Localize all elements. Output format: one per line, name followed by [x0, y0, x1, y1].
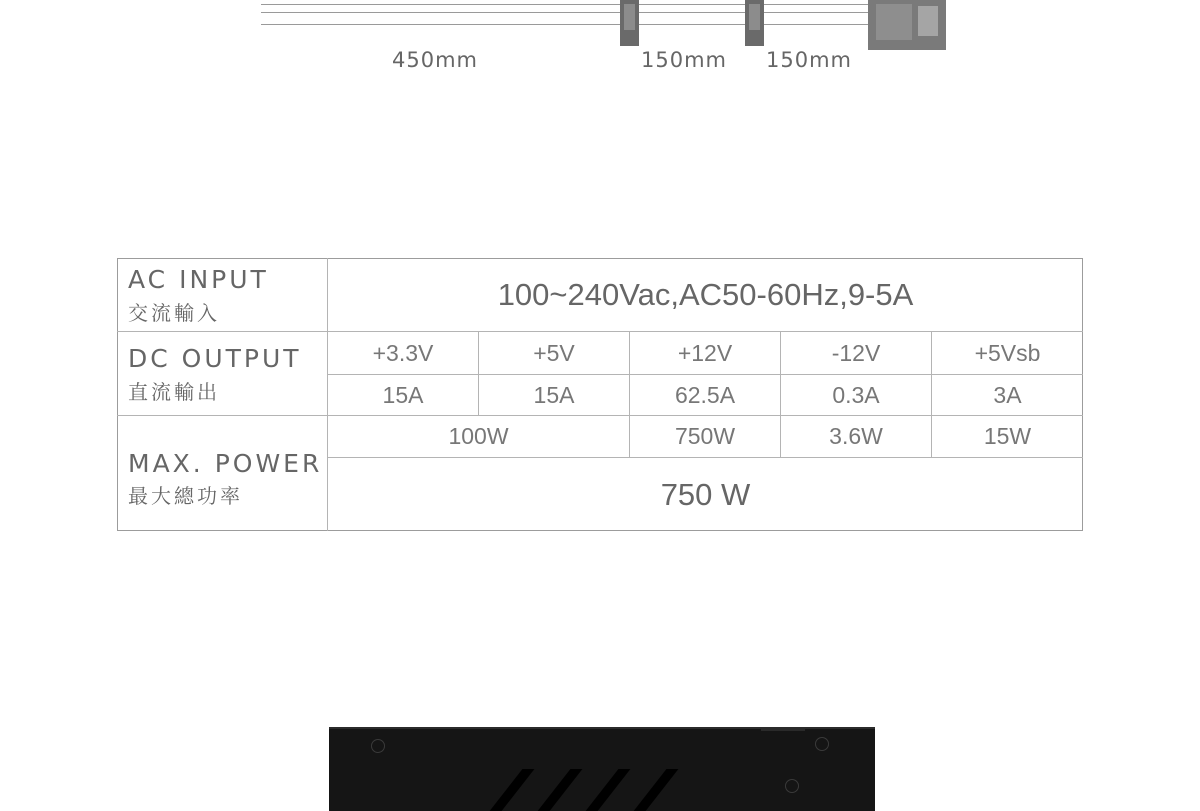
- cable-wire: [261, 4, 869, 5]
- ac-input-label-en: AC INPUT: [128, 265, 269, 294]
- rail-5v: +5V: [533, 339, 575, 366]
- current-neg12v: 0.3A: [832, 381, 880, 408]
- psu-product-image: [329, 727, 875, 811]
- power-12v: 750W: [674, 423, 736, 449]
- cable-length-label: 150mm: [766, 48, 852, 72]
- cable-wire: [261, 24, 869, 25]
- power-3v3-5v: 100W: [448, 423, 509, 449]
- current-3v3: 15A: [382, 381, 424, 408]
- spec-table: [117, 258, 1083, 531]
- power-neg12v: 3.6W: [829, 423, 883, 449]
- rail-5vsb: +5Vsb: [974, 339, 1041, 366]
- cable-diagram: [0, 0, 1200, 110]
- power-5vsb: 15W: [983, 423, 1032, 449]
- ac-input-label-zh: 交流輸入: [128, 301, 220, 325]
- psu-screw: [815, 737, 829, 751]
- current-5v: 15A: [533, 381, 575, 408]
- cable-wire: [261, 12, 869, 13]
- max-power-label-en: MAX. POWER: [128, 449, 323, 478]
- psu-screw: [785, 779, 799, 793]
- cable-length-label: 150mm: [641, 48, 727, 72]
- dc-output-label-en: DC OUTPUT: [128, 344, 302, 373]
- current-5vsb: 3A: [993, 381, 1022, 408]
- rail-12v: +12V: [677, 339, 733, 366]
- total-power: 750 W: [660, 476, 751, 512]
- power-connector: [868, 0, 946, 50]
- psu-screw: [371, 739, 385, 753]
- current-12v: 62.5A: [674, 381, 736, 408]
- cable-connector: [745, 0, 764, 46]
- max-power-label-zh: 最大總功率: [128, 484, 243, 508]
- ac-input-value: 100~240Vac,AC50-60Hz,9-5A: [497, 276, 914, 312]
- rail-neg12v: -12V: [831, 339, 881, 366]
- cable-length-label: 450mm: [392, 48, 478, 72]
- cable-connector: [620, 0, 639, 46]
- dc-output-label-zh: 直流輸出: [128, 380, 220, 404]
- psu-switch: [761, 727, 805, 731]
- rail-3v3: +3.3V: [372, 339, 434, 366]
